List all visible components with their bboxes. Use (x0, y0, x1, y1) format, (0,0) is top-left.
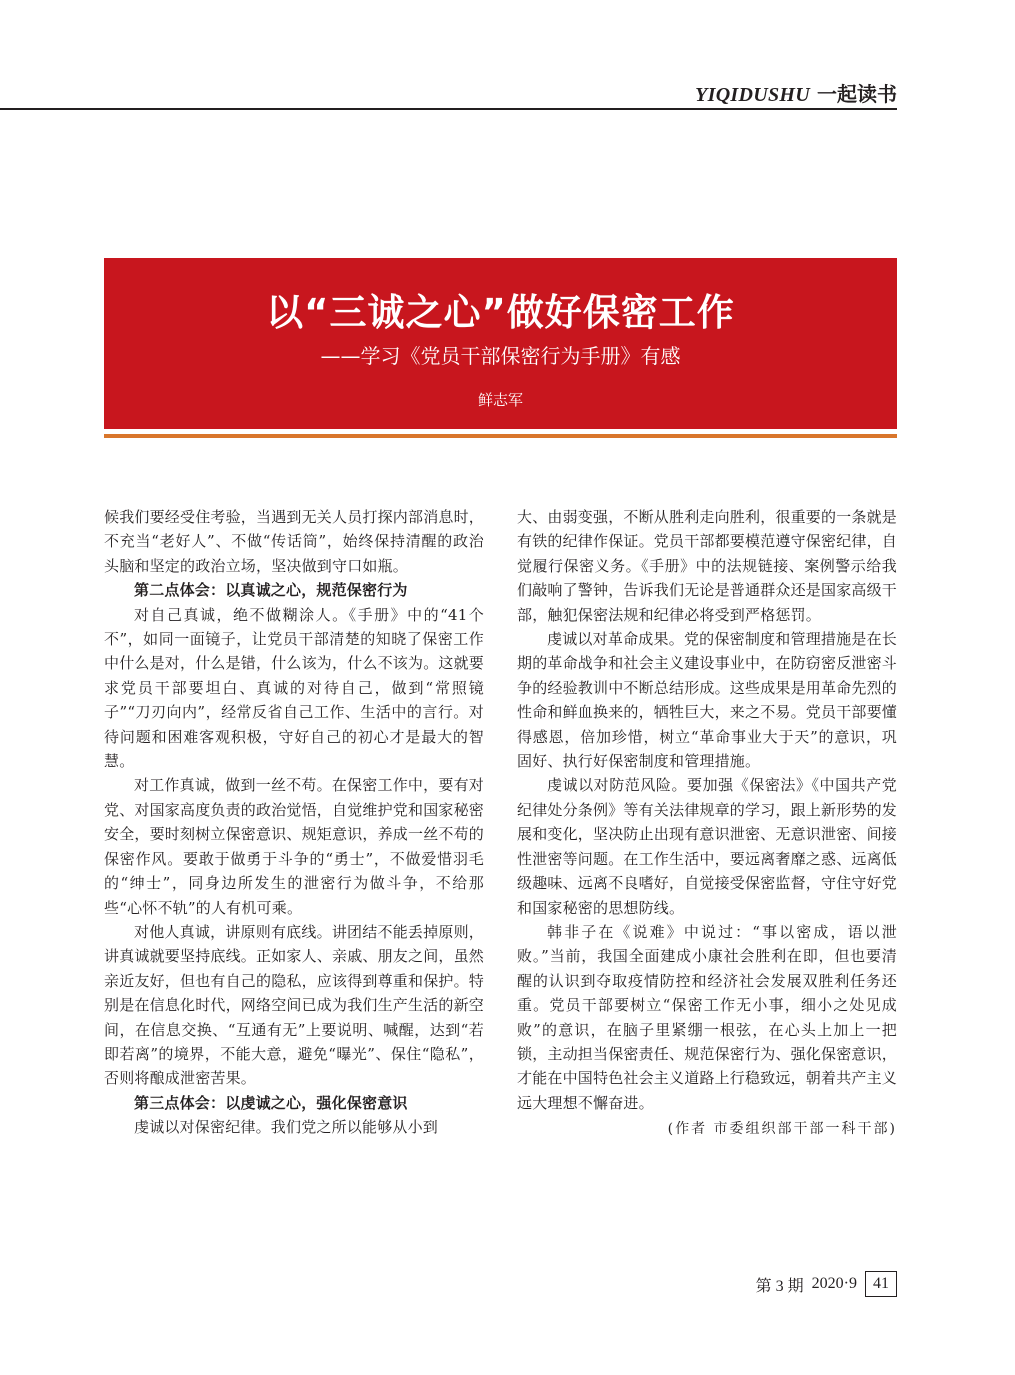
brand-latin: YIQIDUSHU (695, 84, 811, 106)
page-footer (756, 1271, 897, 1297)
magazine-brand (695, 78, 897, 107)
paragraph: 韩非子在《说难》中说过：“事以密成，语以泄败。”当前，我国全面建成小康社会胜利在即，但也要清醒的认识到夺取疫情防控和经济社会发展双胜利任务还重。党员干部要树立“保密工作无小事，细小之处见成败”的意识，在脑子里紧绷一根弦，在心头上加上一把锁，主动担当保密责任、规范保密行为、强化保密意识，才能在中国特色社会主义道路上行稳致远，朝着共产主义远大理想不懈奋进。 (517, 922, 898, 1112)
paragraph: 对他人真诚，讲原则有底线。讲团结不能丢掉原则，讲真诚就要坚持底线。正如家人、亲戚、朋友之间，虽然亲近友好，但也有自己的隐私，应该得到尊重和保护。特别是在信息化时代，网络空间已成为我们生产生活的新空间，在信息交换、“互通有无”上要说明、喊醒，达到“若即若离”的境界，不能大意，避免“曝光”、保住“隐私”，否则将酿成泄密苦果。 (104, 922, 485, 1088)
article-author: 鲜志军 (477, 391, 523, 409)
banner-underline (104, 434, 897, 438)
paragraph: 虔诚以对防范风险。要加强《保密法》《中国共产党纪律处分条例》等有关法律规章的学习，跟上新形势的发展和变化，坚决防止出现有意识泄密、无意识泄密、间接性泄密等问题。在工作生活中，要远离奢靡之惑、远离低级趣味、远离不良嗜好，自觉接受保密监督，守住守好党和国家秘密的思想防线。 (517, 776, 898, 917)
brand-chinese: 一起读书 (817, 82, 897, 106)
article-title: 以“三诚之心”做好保密工作 (266, 291, 735, 334)
left-column (104, 505, 484, 1140)
paragraph: 虔诚以对保密纪律。我们党之所以能够从小到 (134, 1118, 439, 1137)
paragraph: 对工作真诚，做到一丝不苟。在保密工作中，要有对党、对国家高度负责的政治觉悟，自觉维护党和国家秘密安全，要时刻树立保密意识、规矩意识，养成一丝不苟的保密作风。要敢于做勇于斗争的“勇士”，不做爱惜羽毛的“绅士”，同身边所发生的泄密行为做斗争，不给那些“心怀不轨”的人有机可乘。 (104, 776, 485, 917)
issue-number: 第 3 期 (755, 1277, 804, 1295)
header-rule (0, 108, 897, 110)
paragraph: 候我们要经受住考验，当遇到无关人员打探内部消息时，不充当“老好人”、不做“传话筒”，始终保持清醒的政治头脑和坚定的政治立场，坚决做到守口如瓶。 (104, 508, 485, 575)
paragraph: 大、由弱变强，不断从胜利走向胜利，很重要的一条就是有铁的纪律作保证。党员干部都要模范遵守保密纪律，自觉履行保密义务。《手册》中的法规链接、案例警示给我们敲响了警钟，告诉我们无论是普通群众还是国家高级干部，触犯保密法规和纪律必将受到严格惩罚。 (517, 508, 898, 624)
issue-date: 2020·9 (811, 1275, 857, 1292)
right-column (517, 505, 897, 1142)
paragraph: 虔诚以对革命成果。党的保密制度和管理措施是在长期的革命战争和社会主义建设事业中，在防窃密反泄密斗争的经验教训中不断总结形成。这些成果是用革命先烈的性命和鲜血换来的，牺牲巨大，来之不易。党员干部要懂得感恩，倍加珍惜，树立“革命事业大于天”的意识，巩固好、执行好保密制度和管理措施。 (517, 630, 898, 771)
page-number: 41 (865, 1271, 897, 1297)
section-heading: 第二点体会：以真诚之心，规范保密行为 (134, 581, 408, 600)
title-banner (104, 258, 897, 429)
article-subtitle: ——学习《党员干部保密行为手册》有感 (320, 344, 681, 368)
author-byline: (作者 市委组织部干部一科干部) (667, 1121, 897, 1138)
paragraph: 对自己真诚，绝不做糊涂人。《手册》中的“41个不”，如同一面镜子，让党员干部清楚的知晓了保密工作中什么是对，什么是错，什么该为，什么不该为。这就要求党员干部要坦白、真诚的对待自己，做到“常照镜子”“刀刃向内”，经常反省自己工作、生活中的言行。对待问题和困难客观积极，守好自己的初心才是最大的智慧。 (104, 605, 485, 771)
section-heading: 第三点体会：以虔诚之心，强化保密意识 (134, 1093, 408, 1112)
